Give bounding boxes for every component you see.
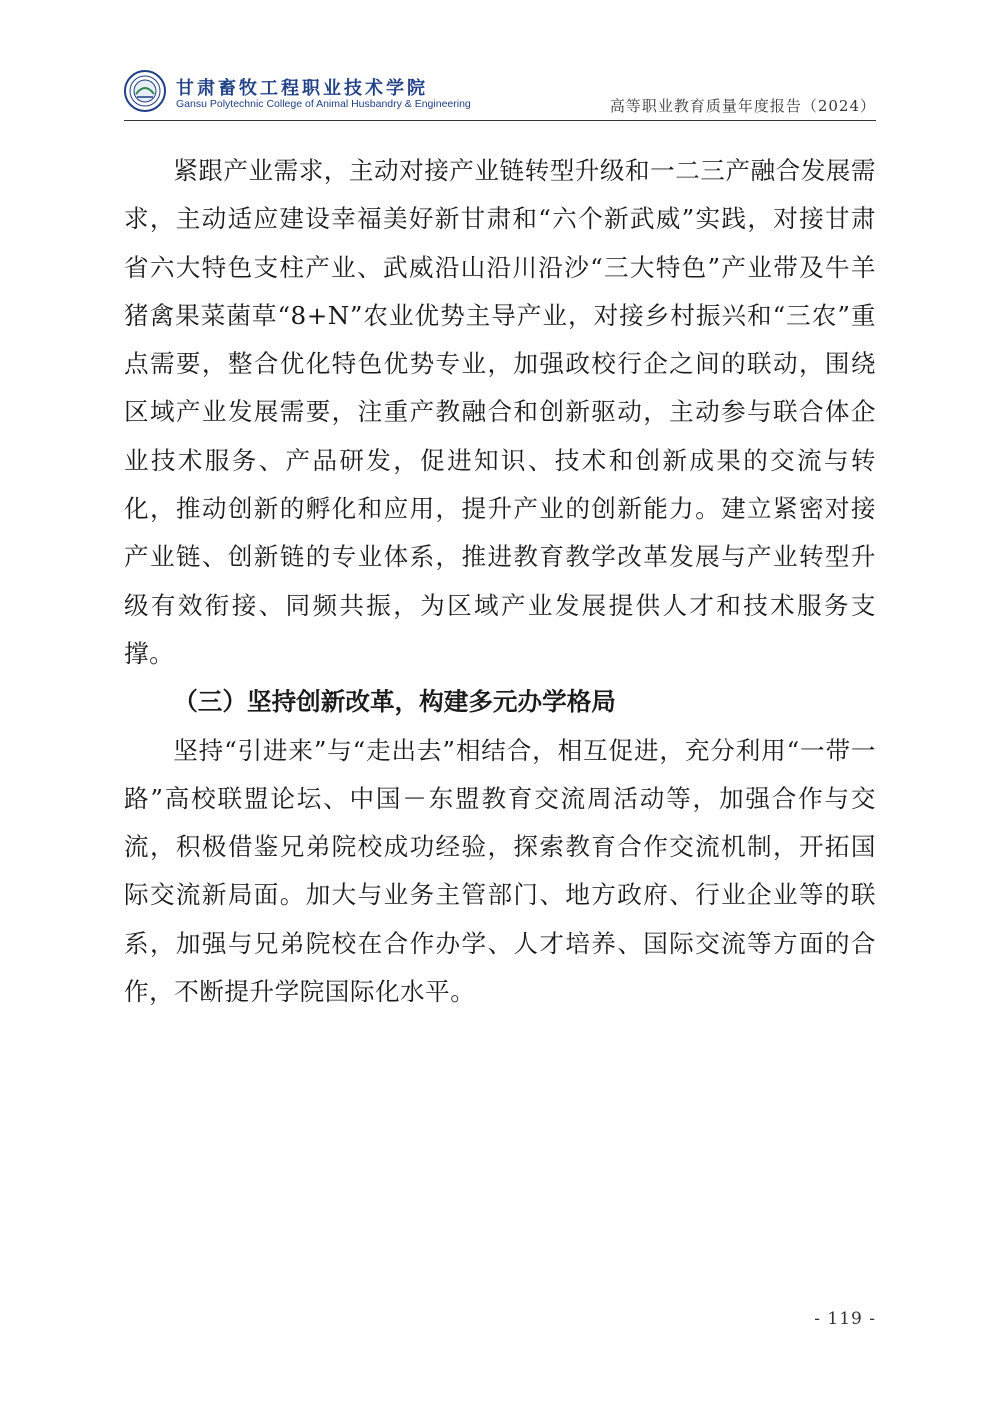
- body-paragraph: 紧跟产业需求，主动对接产业链转型升级和一二三产融合发展需求，主动适应建设幸福美好新甘肃和“六个新武威”实践，对接甘肃省六大特色支柱产业、武威沿山沿川沿沙“三大特色”产业带及牛羊猪禽果菜菌草“8+N”农业优势主导产业，对接乡村振兴和“三农”重点需要，整合优化特色优势专业，加强政校行企之间的联动，围绕区域产业发展需要，注重产教融合和创新驱动，主动参与联合体企业技术服务、产品研发，促进知识、技术和创新成果的交流与转化，推动创新的孵化和应用，提升产业的创新能力。建立紧密对接产业链、创新链的专业体系，推进教育教学改革发展与产业转型升级有效衔接、同频共振，为区域产业发展提供人才和技术服务支撑。: [124, 156, 876, 668]
- section-heading: （三）坚持创新改革，构建多元办学格局: [173, 687, 616, 717]
- document-body: [124, 147, 876, 1016]
- page-header: [124, 62, 876, 121]
- body-paragraph: 坚持“引进来”与“走出去”相结合，相互促进，充分利用“一带一路”高校联盟论坛、中国－东盟教育交流周活动等，加强合作与交流，积极借鉴兄弟院校成功经验，探索教育合作交流机制，开拓国际交流新局面。加大与业务主管部门、地方政府、行业企业等的联系，加强与兄弟院校在合作办学、人才培养、国际交流等方面的合作，不断提升学院国际化水平。: [124, 735, 876, 1007]
- college-name-en: Gansu Polytechnic College of Animal Husbandry & Engineering: [176, 98, 471, 110]
- report-title: 高等职业教育质量年度报告（2024）: [609, 97, 876, 115]
- college-name-cn: 甘肃畜牧工程职业技术学院: [176, 78, 428, 99]
- page-number: - 119 -: [814, 1309, 876, 1329]
- college-seal-icon: [124, 70, 166, 112]
